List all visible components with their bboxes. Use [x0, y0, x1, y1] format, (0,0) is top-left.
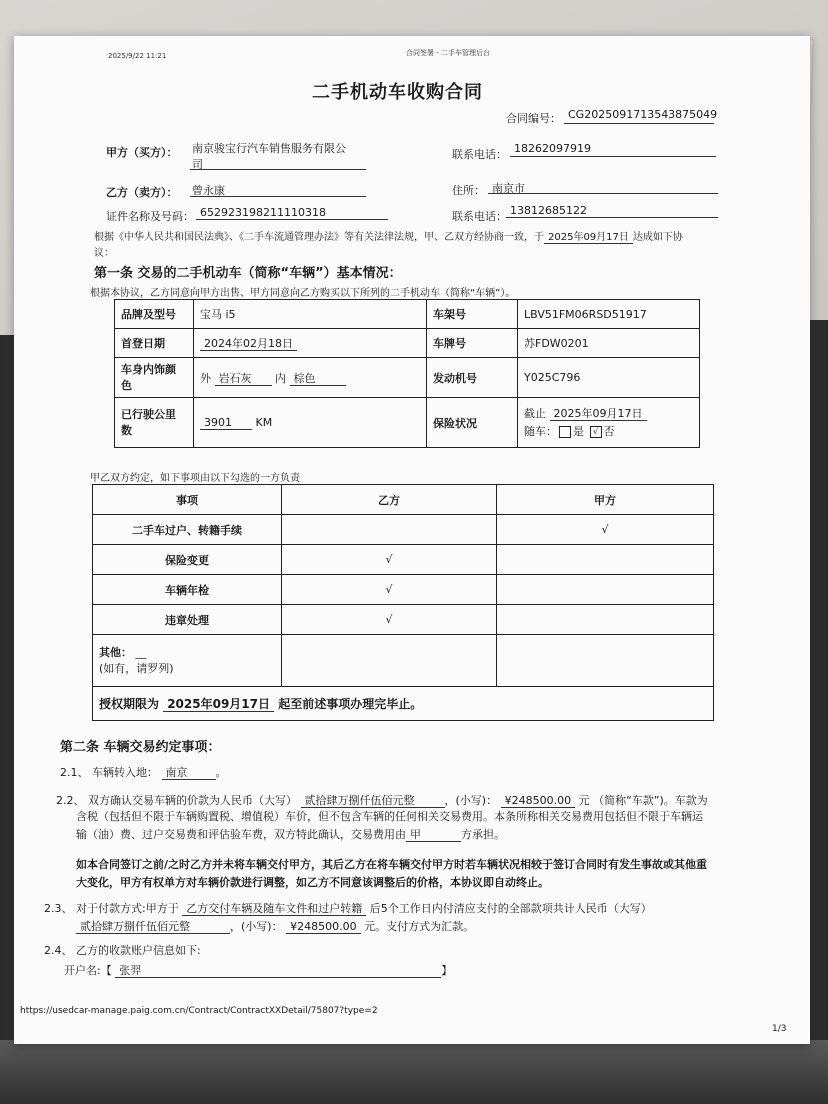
party-a-label: 甲方（买方）： — [106, 146, 178, 159]
adjustment-clause-1: 如本合同签订之前/之时乙方并未将车辆交付甲方，其后乙方在将车辆交付甲方时若车辆状况相较于签订合同时有发生事故或其他重 — [76, 858, 708, 871]
print-datetime: 2025/9/22 11:21 — [108, 52, 167, 60]
contract-no-label: 合同编号： — [506, 112, 561, 125]
duties-intro: 甲乙双方约定，如下事项由以下勾选的一方负责 — [90, 473, 300, 484]
party-b-address-label: 住所： — [452, 184, 485, 197]
clause-2-1: 2.1、 车辆转入地： 南京 。 — [60, 766, 227, 779]
clause-2-4: 2.4、 乙方的收款账户信息如下: — [44, 944, 201, 957]
party-a-phone: 18262097919 — [514, 142, 591, 155]
party-a-name-2: 司 — [192, 158, 203, 171]
party-b-label: 乙方（卖方）： — [106, 186, 178, 199]
article1-intro: 根据本协议，乙方同意向甲方出售、甲方同意向乙方购买以下所列的二手机动车（简称“车辆”）。 — [90, 288, 516, 299]
footer-page-number: 1/3 — [772, 1024, 787, 1034]
account-holder: 开户名:【 张羿 】 — [64, 964, 453, 977]
clause-2-2-line1: 2.2、 双方确认交易车辆的价款为人民币（大写） 贰拾肆万捌仟伍佰元整 ，(小写)： ¥248500.00 元 （简称“车款”)。车款为 — [56, 794, 708, 807]
background-desk — [0, 1040, 828, 1104]
party-b-id-no: 652923198211110318 — [200, 206, 326, 219]
print-page-title: 合同签署 - 二手车管理后台 — [406, 49, 490, 57]
party-b-id-label: 证件名称及号码： — [106, 210, 194, 223]
party-b-name: 曾永康 — [192, 184, 225, 197]
article1-title: 第一条 交易的二手机动车（简称“车辆”）基本情况： — [94, 266, 402, 281]
contract-no: CG2025091713543875049 — [568, 108, 718, 121]
party-b-phone-label: 联系电话： — [452, 210, 507, 223]
preamble-line2: 议： — [94, 248, 114, 259]
party-a-phone-label: 联系电话： — [452, 148, 507, 161]
article2-title: 第二条 车辆交易约定事项： — [60, 740, 221, 755]
clause-2-2-line3: 输（油）费、过户交易费和评估验车费，双方特此确认，交易费用由 甲 方承担。 — [76, 828, 505, 841]
clause-2-3-line1: 2.3、 对于付款方式:甲方于 乙方交付车辆及随车文件和过户转籍 后5个工作日内付清应支付的全部款项共计人民币（大写） — [44, 902, 652, 915]
vehicle-info-table: 品牌及型号 宝马 i5 车架号 LBV51FM06RSD51917 首登日期 2024年02月18日 车牌号 苏FDW0201 车身内饰颜 色 外 岩石灰 内 棕色 发动机号 Y025C796 已行驶公里 数 3901 KM 保险状况 截止 2025年09月17日 随车： 是 √ 否 — [114, 299, 700, 448]
preamble-text: 根据《中华人民共和国民法典》、《二手车流通管理办法》等有关法律法规，甲、乙双方经协商一致，于 2025年09月17日 达成如下协 — [94, 232, 683, 243]
clause-2-3-line2: 贰拾肆万捌仟伍佰元整 ，(小写)： ¥248500.00 元。支付方式为汇款。 — [76, 918, 474, 934]
party-a-name-1: 南京骏宝行汽车销售服务有限公 — [192, 142, 346, 155]
clause-2-2-line2: 含税（包括但不限于车辆购置税、增值税）车价，但不包含车辆的任何相关交易费用。本条所称相关交易费用包括但不限于车辆运 — [76, 810, 703, 823]
footer-url: https://usedcar-manage.paig.com.cn/Contract/ContractXXDetail/75807?type=2 — [20, 1006, 378, 1016]
party-b-address: 南京市 — [492, 182, 525, 195]
contract-title: 二手机动车收购合同 — [312, 82, 483, 103]
duties-table: 事项 乙方 甲方 二手车过户、转籍手续 √ 保险变更 √ 车辆年检 √ 违章处理 √ 其他： __ (如有，请罗列) 授权期限为 2025年09月17日 起至前述事项办理完毕止。 — [92, 484, 714, 721]
adjustment-clause-2: 大变化，甲方有权单方对车辆价款进行调整，如乙方不同意该调整后的价格，本协议即自动终止。 — [76, 876, 549, 889]
contract-page — [14, 36, 810, 1044]
party-b-phone: 13812685122 — [510, 204, 587, 217]
